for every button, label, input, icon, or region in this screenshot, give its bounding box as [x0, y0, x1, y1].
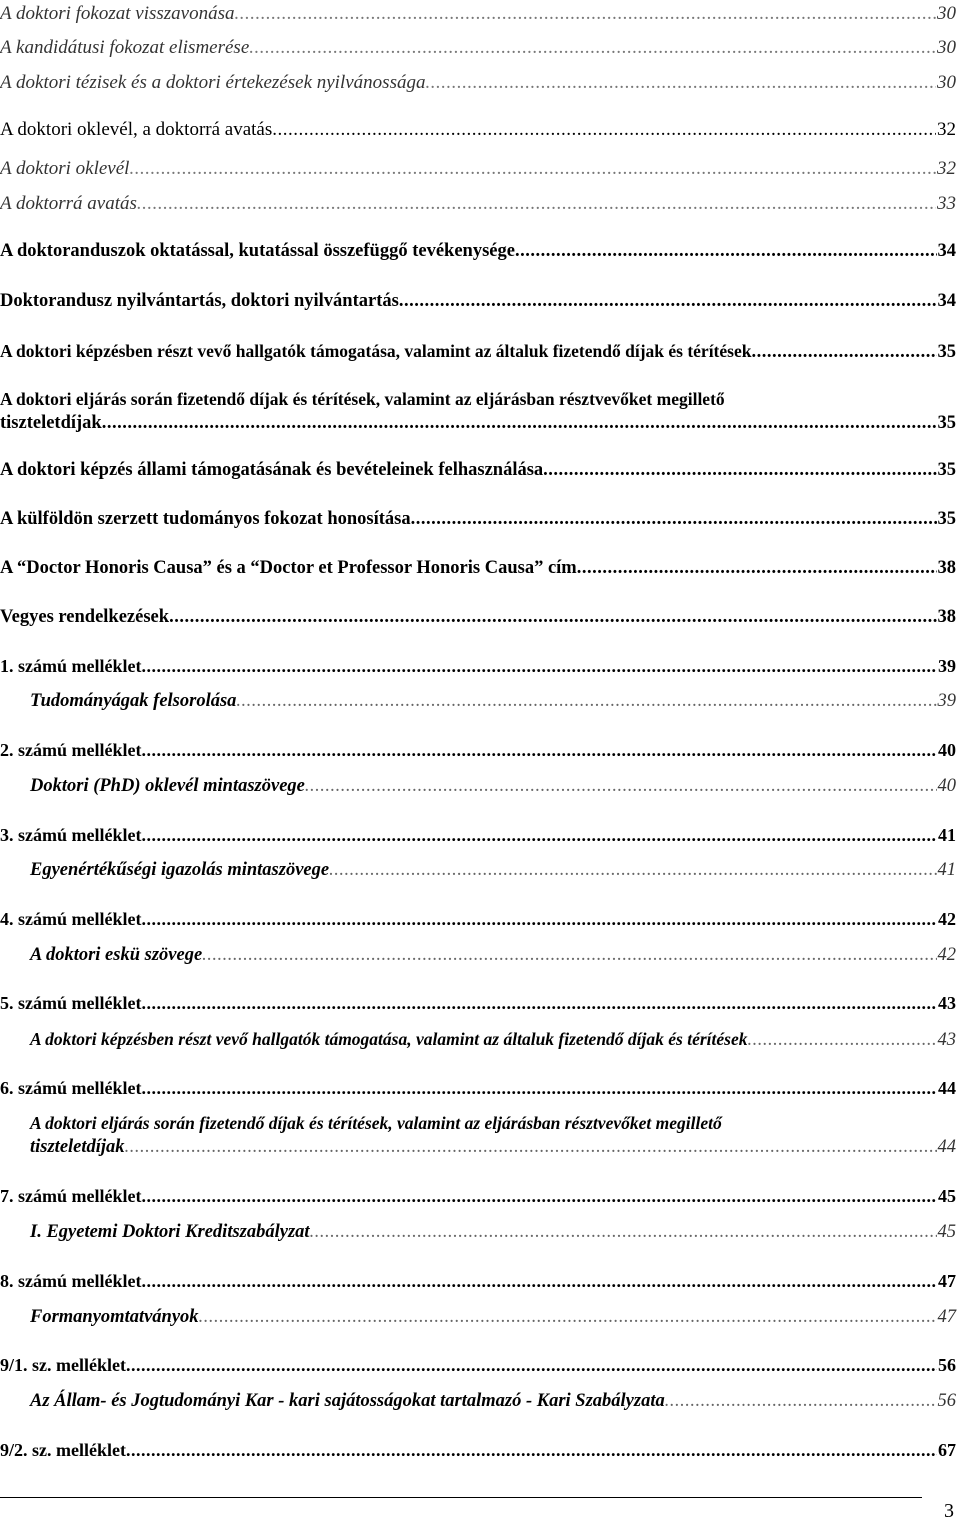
toc-entry-page: 35 — [937, 509, 956, 529]
dot-leader — [125, 1135, 937, 1159]
dot-leader — [141, 907, 937, 931]
toc-appendix[interactable] — [0, 907, 956, 931]
toc-entry-page: 45 — [938, 1186, 956, 1206]
toc-entry-title: A doktori oklevél, a doktorrá avatás — [0, 119, 273, 140]
toc-entry-page: 67 — [938, 1440, 956, 1460]
toc-entry-title: A doktori oklevél — [0, 158, 130, 179]
toc-entry[interactable] — [0, 2, 956, 26]
toc-appendix[interactable] — [0, 1353, 956, 1377]
dot-leader — [141, 1269, 937, 1293]
page-number: 3 — [944, 1500, 954, 1522]
toc-entry-page: 43 — [938, 993, 956, 1013]
toc-entry-title: Doktori (PhD) oklevél mintaszövege — [30, 776, 305, 796]
toc-appendix-title[interactable] — [0, 943, 956, 967]
toc-entry-title: Tudományágak felsorolása — [30, 691, 237, 711]
toc-entry-page: 45 — [937, 1222, 956, 1242]
toc-entry-title: A doktori eskü szövege — [30, 945, 203, 965]
toc-entry[interactable] — [0, 192, 956, 216]
toc-entry-page: 35 — [937, 413, 956, 433]
toc-entry-title: A doktori képzésben részt vevő hallgatók támogatása, valamint az általuk fizetendő díjak és térítések — [30, 1029, 748, 1049]
toc-entry-title: Doktorandusz nyilvántartás, doktori nyilvántartás — [0, 291, 399, 311]
toc-entry[interactable] — [0, 71, 956, 95]
toc-entry-title-line1: A doktori eljárás során fizetendő díjak és térítések, valamint az eljárásban résztvevőket megillető — [0, 389, 725, 409]
toc-entry-page: 40 — [938, 740, 956, 760]
toc-entry-page: 33 — [937, 193, 956, 214]
toc-appendix[interactable] — [0, 991, 956, 1015]
toc-entry-title: 3. számú melléklet — [0, 825, 142, 845]
toc-entry-page: 35 — [937, 342, 956, 362]
toc-entry[interactable] — [0, 556, 956, 580]
dot-leader — [329, 858, 936, 882]
toc-entry-page: 38 — [937, 607, 956, 627]
dot-leader — [665, 1389, 937, 1413]
toc-entry-title: 9/2. sz. melléklet — [0, 1440, 126, 1460]
toc-entry-page: 47 — [937, 1307, 956, 1327]
toc-entry-title: 4. számú melléklet — [0, 909, 142, 929]
toc-entry-page: 32 — [937, 119, 956, 140]
toc-appendix[interactable] — [0, 654, 956, 678]
toc-entry[interactable] — [0, 605, 956, 629]
dot-leader — [272, 118, 936, 142]
toc-entry-page: 38 — [937, 558, 956, 578]
toc-entry-title: Formanyomtatványok — [30, 1307, 199, 1327]
dot-leader — [126, 1353, 937, 1377]
toc-entry-title: A doktorrá avatás — [0, 193, 137, 214]
toc-appendix[interactable] — [0, 1269, 956, 1293]
toc-entry-title: A kandidátusi fokozat elismerése — [0, 37, 250, 58]
dot-leader — [543, 458, 936, 482]
dot-leader — [515, 239, 937, 263]
toc-entry[interactable] — [0, 507, 956, 531]
toc-entry-page: 44 — [938, 1078, 956, 1098]
toc-entry-page: 30 — [937, 3, 956, 24]
toc-appendix[interactable] — [0, 1184, 956, 1208]
dot-leader — [129, 157, 936, 181]
dot-leader — [411, 507, 937, 531]
toc-entry-title-line2: tiszteletdíjak — [30, 1137, 125, 1157]
toc-entry-title-line1: A doktori eljárás során fizetendő díjak és térítések, valamint az eljárásban résztvevőket megillető — [30, 1113, 722, 1133]
toc-entry-title: Vegyes rendelkezések — [0, 607, 170, 627]
toc-entry-page: 43 — [937, 1030, 956, 1050]
toc-entry-title: A doktori tézisek és a doktori értekezések nyilvánossága — [0, 72, 426, 93]
toc-entry-title: Az Állam- és Jogtudományi Kar - kari sajátosságokat tartalmazó - Kari Szabályzata — [30, 1391, 665, 1411]
toc-entry[interactable] — [0, 157, 956, 181]
toc-entry-page: 56 — [937, 1391, 956, 1411]
toc-entry-page: 41 — [937, 860, 956, 880]
toc-entry-page: 56 — [938, 1355, 956, 1375]
dot-leader — [249, 36, 936, 60]
toc-entry[interactable] — [0, 239, 956, 263]
toc-appendix-title[interactable] — [0, 1389, 956, 1413]
dot-leader — [137, 192, 936, 216]
dot-leader — [141, 654, 937, 678]
toc-entry-page: 39 — [937, 691, 956, 711]
toc-entry-page: 35 — [937, 460, 956, 480]
toc-entry[interactable] — [0, 289, 956, 313]
dot-leader — [126, 1438, 937, 1462]
toc-entry-title-line2: tiszteletdíjak — [0, 413, 102, 433]
dot-leader — [141, 991, 937, 1015]
toc-entry-page: 34 — [937, 291, 956, 311]
toc-entry-page: 30 — [937, 72, 956, 93]
toc-appendix-title[interactable] — [0, 689, 956, 713]
toc-entry-page: 44 — [937, 1137, 956, 1157]
toc-appendix[interactable] — [0, 1438, 956, 1462]
toc-entry-title: Egyenértékűségi igazolás mintaszövege — [30, 860, 330, 880]
dot-leader — [751, 340, 936, 364]
toc-entry-title: 8. számú melléklet — [0, 1271, 142, 1291]
toc-entry-page: 40 — [937, 776, 956, 796]
toc-entry-title: 7. számú melléklet — [0, 1186, 142, 1206]
toc-entry-title: I. Egyetemi Doktori Kreditszabályzat — [30, 1222, 310, 1242]
toc-entry-title: 5. számú melléklet — [0, 993, 142, 1013]
toc-entry-title: 1. számú melléklet — [0, 656, 142, 676]
toc-entry-page: 41 — [938, 825, 956, 845]
dot-leader — [748, 1028, 937, 1052]
dot-leader — [169, 605, 936, 629]
toc-entry[interactable] — [0, 387, 956, 435]
toc-appendix-title[interactable] — [0, 1220, 956, 1244]
toc-entry[interactable] — [0, 339, 956, 364]
dot-leader — [236, 689, 936, 713]
dot-leader — [141, 1076, 937, 1100]
toc-appendix-title[interactable] — [0, 1111, 956, 1159]
dot-leader — [399, 289, 937, 313]
toc-appendix-title[interactable] — [0, 1027, 956, 1052]
toc-appendix[interactable] — [0, 823, 956, 847]
toc-entry-page: 47 — [938, 1271, 956, 1291]
toc-entry[interactable] — [0, 458, 956, 482]
toc-entry-title: A doktori képzés állami támogatásának és bevételeinek felhasználása — [0, 460, 544, 480]
dot-leader — [577, 556, 937, 580]
toc-entry-page: 34 — [937, 241, 956, 261]
dot-leader — [141, 738, 937, 762]
toc-entry-title: A doktoranduszok oktatással, kutatással összefüggő tevékenysége — [0, 241, 515, 261]
toc-entry-title: A külföldön szerzett tudományos fokozat honosítása — [0, 509, 411, 529]
toc-appendix-title[interactable] — [0, 774, 956, 798]
toc-entry-page: 42 — [937, 945, 956, 965]
dot-leader — [199, 1305, 937, 1329]
dot-leader — [310, 1220, 937, 1244]
toc-entry-title: A “Doctor Honoris Causa” és a “Doctor et Professor Honoris Causa” cím — [0, 558, 577, 578]
dot-leader — [235, 2, 936, 26]
dot-leader — [102, 411, 937, 435]
toc-entry-page: 39 — [938, 656, 956, 676]
toc-appendix-title[interactable] — [0, 858, 956, 882]
toc-entry-page: 30 — [937, 37, 956, 58]
toc-entry[interactable] — [0, 36, 956, 60]
toc-appendix[interactable] — [0, 738, 956, 762]
toc-entry-title: 6. számú melléklet — [0, 1078, 142, 1098]
toc-entry[interactable] — [0, 118, 956, 142]
toc-entry-page: 42 — [938, 909, 956, 929]
dot-leader — [141, 823, 937, 847]
dot-leader — [425, 71, 936, 95]
dot-leader — [141, 1184, 937, 1208]
dot-leader — [202, 943, 936, 967]
toc-appendix[interactable] — [0, 1076, 956, 1100]
dot-leader — [305, 774, 937, 798]
toc-entry-page: 32 — [937, 158, 956, 179]
toc-entry-title: A doktori fokozat visszavonása — [0, 3, 235, 24]
toc-entry-title: 9/1. sz. melléklet — [0, 1355, 126, 1375]
toc-appendix-title[interactable] — [0, 1305, 956, 1329]
footer-rule — [0, 1497, 922, 1498]
toc-entry-title: 2. számú melléklet — [0, 740, 142, 760]
toc-entry-title: A doktori képzésben részt vevő hallgatók támogatása, valamint az általuk fizetendő díjak és térítések — [0, 341, 752, 361]
